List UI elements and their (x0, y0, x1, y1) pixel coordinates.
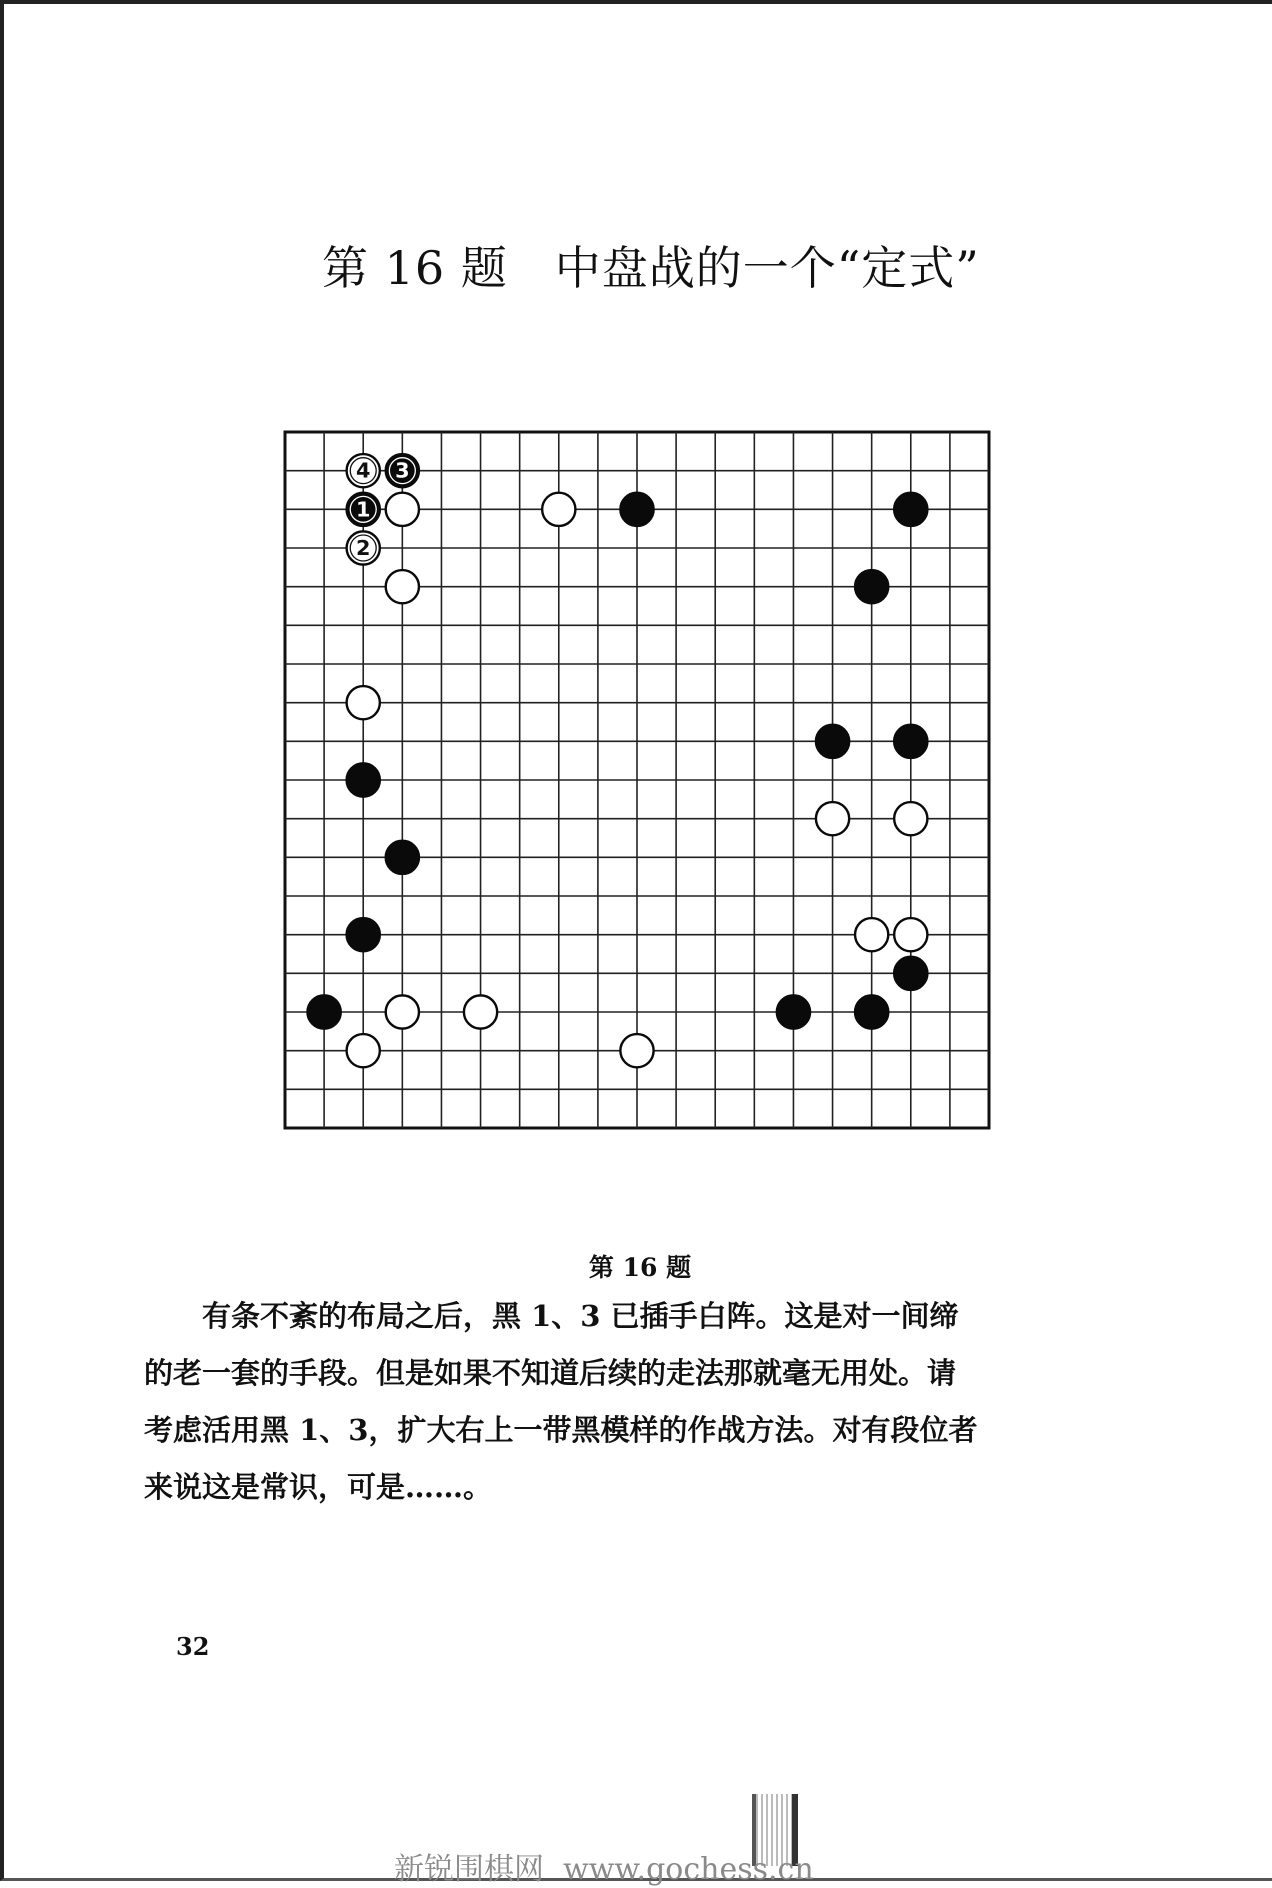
diagram-caption: 第 16 题 (588, 1253, 692, 1282)
description-line: 的老一套的手段。但是如果不知道后续的走法那就毫无用处。请 (144, 1356, 957, 1390)
white-stone (347, 531, 380, 564)
description-line: 来说这是常识，可是……。 (144, 1470, 493, 1504)
white-stone (464, 995, 497, 1028)
black-stone (347, 493, 380, 526)
white-stone (894, 802, 927, 835)
description-line: 有条不紊的布局之后，黑 1、3 已插手白阵。这是对一间缔 (144, 1299, 959, 1333)
black-stone (307, 995, 340, 1028)
white-stone (386, 995, 419, 1028)
black-stone (894, 493, 927, 526)
move-number: 4 (355, 458, 371, 483)
white-stone (386, 493, 419, 526)
white-stone (855, 918, 888, 951)
move-number: 3 (395, 458, 410, 483)
black-stone (855, 995, 888, 1028)
black-stone (855, 570, 888, 603)
white-stone (386, 570, 419, 603)
white-stone (542, 493, 575, 526)
white-stone (894, 918, 927, 951)
white-stone (347, 1034, 380, 1067)
black-stone (894, 725, 927, 758)
description-line: 考虑活用黑 1、3，扩大右上一带黑模样的作战方法。对有段位者 (144, 1413, 978, 1447)
black-stone (386, 454, 419, 487)
black-stone (620, 493, 653, 526)
problem-title: 第 16 题 中盘战的一个“定式” (322, 241, 980, 295)
white-stone (816, 802, 849, 835)
page-number: 32 (176, 1632, 210, 1661)
stones-layer (307, 454, 927, 1067)
go-board (282, 430, 996, 1130)
white-stone (347, 454, 380, 487)
black-stone (894, 957, 927, 990)
black-stone (777, 995, 810, 1028)
watermark: 新锐围棋网 www.gochess.cn (394, 1852, 814, 1887)
problem-description (144, 1288, 1144, 1516)
black-stone (347, 918, 380, 951)
go-board-diagram (282, 430, 996, 1130)
move-number: 1 (355, 497, 371, 522)
white-stone (347, 686, 380, 719)
black-stone (386, 841, 419, 874)
move-number: 2 (355, 535, 371, 560)
black-stone (816, 725, 849, 758)
black-stone (347, 763, 380, 796)
white-stone (620, 1034, 653, 1067)
